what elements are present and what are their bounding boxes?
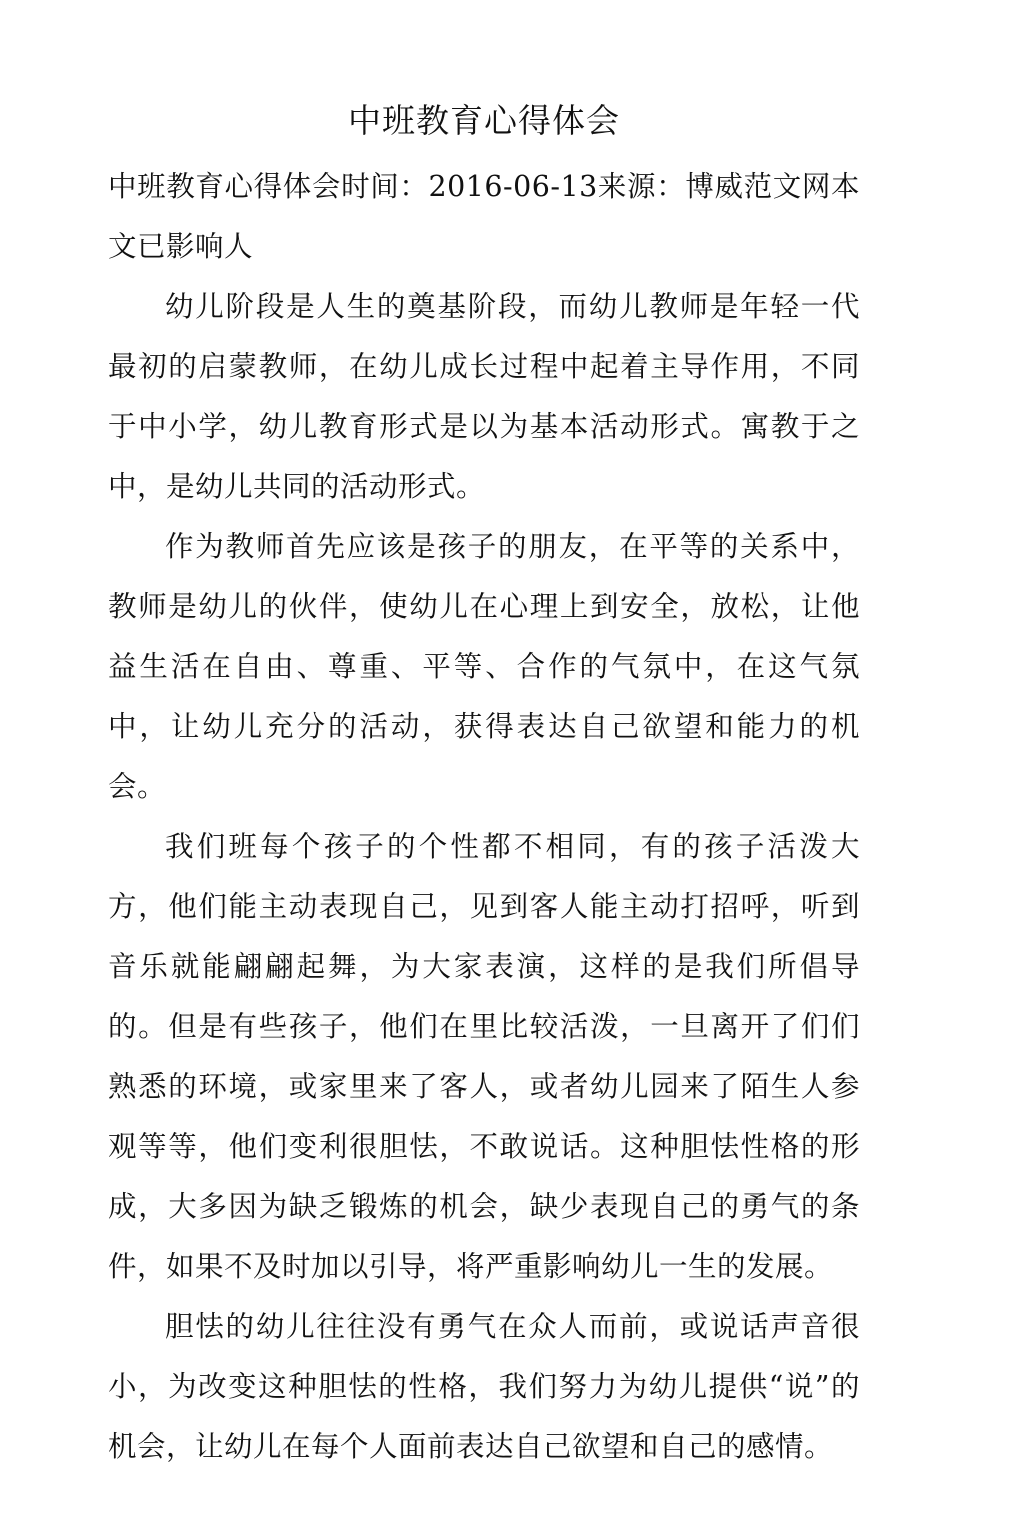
paragraph-3: 我们班每个孩子的个性都不相同，有的孩子活泼大方，他们能主动表现自己，见到客人能主动打招呼，听到音乐就能翩翩起舞，为大家表演，这样的是我们所倡导的。但是有些孩子，他们在里比较活泼，一旦离开了们们熟悉的环境，或家里来了客人，或者幼儿园来了陌生人参观等等，他们变利很胆怯，不敢说话。这种胆怯性格的形成，大多因为缺乏锻炼的机会，缺少表现自己的勇气的条件，如果不及时加以引导，将严重影响幼儿一生的发展。 [108, 830, 860, 1283]
meta-line: 中班教育心得体会时间：2016-06-13来源：博威范文网本文已影响人 [108, 170, 860, 263]
paragraph-1: 幼儿阶段是人生的奠基阶段，而幼儿教师是年轻一代最初的启蒙教师，在幼儿成长过程中起着主导作用，不同于中小学，幼儿教育形式是以为基本活动形式。寓教于之中，是幼儿共同的活动形式。 [108, 290, 860, 503]
document-title: 中班教育心得体会 [348, 101, 620, 140]
paragraph-2: 作为教师首先应该是孩子的朋友，在平等的关系中，教师是幼儿的伙伴，使幼儿在心理上到安全，放松，让他益生活在自由、尊重、平等、合作的气氛中，在这气氛中，让幼儿充分的活动，获得表达自己欲望和能力的机会。 [108, 530, 860, 803]
paragraph-4: 胆怯的幼儿往往没有勇气在众人而前，或说话声音很小，为改变这种胆怯的性格，我们努力为幼儿提供“说”的机会，让幼儿在每个人面前表达自己欲望和自己的感情。 [108, 1310, 860, 1463]
document-page [108, 95, 860, 1477]
